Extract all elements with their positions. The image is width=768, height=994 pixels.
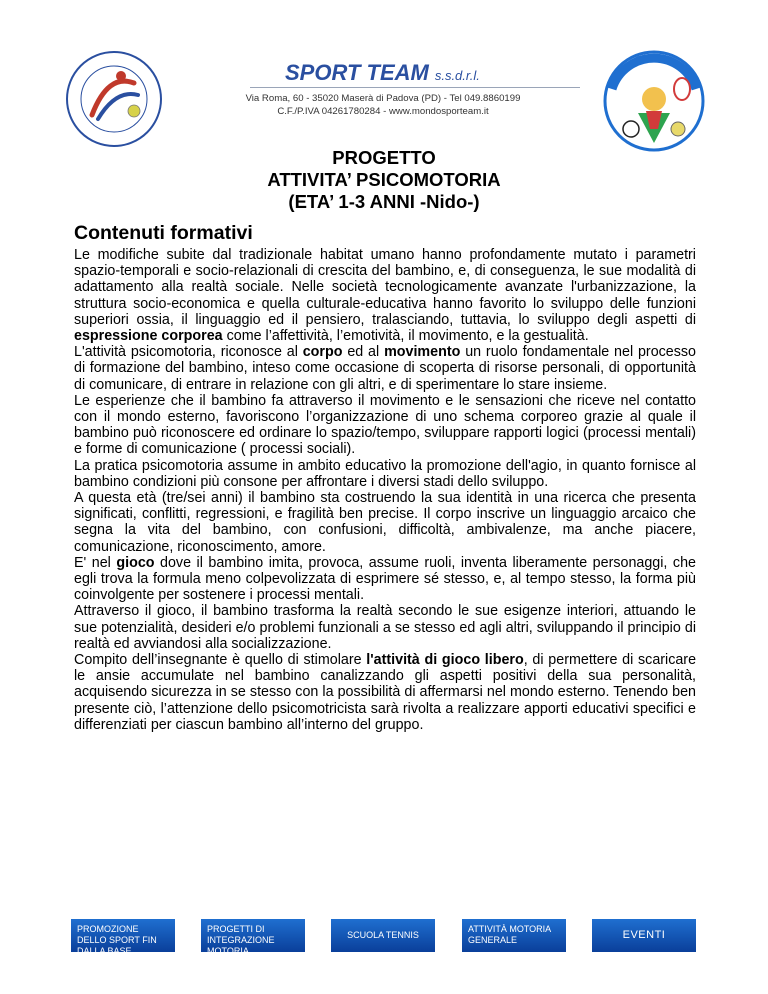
nav-progetti-integrazione-button[interactable]: PROGETTI DI INTEGRAZIONE MOTORIA [201, 919, 305, 952]
nav-promozione-sport-button[interactable]: PROMOZIONE DELLO SPORT FIN DALLA BASE [71, 919, 175, 952]
paragraph-2: L'attività psicomotoria, riconosce al corpo ed al movimento un ruolo fondamentale nel processo di formazione del bambino, inteso come occasione di scoperta di risorse personali, di opportunità di comunicare, di entrare in relazione con gli altri, e di sperimentare lo stare insieme. [74, 344, 696, 393]
paragraph-5: A questa età (tre/sei anni) il bambino sta costruendo la sua identità in una ricerca che presenta significati, conflitti, regressioni, e fragilità ben precise. Il corpo inscrive un linguaggio arcaico che segna la vita del bambino, con confusioni, difficoltà, ambivalenze, ma anche piacere, comunicazione, riconoscimento, amore. [74, 490, 696, 555]
header-divider [250, 87, 580, 88]
body-text [74, 247, 696, 733]
sport-team-mascot-logo [598, 49, 710, 153]
nav-attivita-motoria-button[interactable]: ATTIVITÀ MOTORIA GENERALE [462, 919, 566, 952]
paragraph-1: Le modifiche subite dal tradizionale habitat umano hanno profondamente mutato i parametri spazio-temporali e socio-relazionali di crescita del bambino, e, di conseguenza, le sue modalità di adattamento alla realtà sociale. Nelle società tecnologicamente avanzate l'urbanizzazione, la struttura socio-economica e quella culturale-educativa hanno favorito lo sviluppo delle funzioni superiori ossia, il linguaggio ed il pensiero, tralasciando, tuttavia, lo sviluppo degli aspetti di espressione corporea come l’affettività, l’emotività, il movimento, e la gestualità. [74, 247, 696, 345]
sport-team-tennis-logo [64, 49, 164, 149]
title-line-3: (ETA’ 1-3 ANNI -Nido-) [288, 191, 480, 212]
title-line-2: ATTIVITA’ PSICOMOTORIA [267, 169, 501, 190]
paragraph-4: La pratica psicomotoria assume in ambito educativo la promozione dell'agio, in quanto fornisce al bambino condizioni più consone per affrontare i diversi stadi dello sviluppo. [74, 457, 696, 490]
nav-eventi-button[interactable]: EVENTI [592, 919, 696, 952]
paragraph-7: Attraverso il gioco, il bambino trasforma la realtà secondo le sue esigenze interiori, attuando le sue potenzialità, desideri e/o problemi funzionali a se stesso ed agli altri, sviluppando il principio di realtà ed avviandosi alla socializzazione. [74, 603, 696, 652]
section-heading: Contenuti formativi [74, 222, 253, 244]
nav-scuola-tennis-button[interactable]: SCUOLA TENNIS [331, 919, 435, 952]
paragraph-6: E' nel gioco dove il bambino imita, provoca, assume ruoli, inventa liberamente personaggi, che egli trova la formula meno colpevolizzata di esprimere sé stesso, e, al tempo stesso, la forma più coinvolgente per sostenere i processi mentali. [74, 554, 696, 604]
company-name: SPORT TEAM s.s.d.r.l. [285, 60, 480, 85]
paragraph-3: Le esperienze che il bambino fa attraverso il movimento e le sensazioni che riceve nel contatto con il mondo esterno, favoriscono l’organizzazione di uno schema corporeo grazie al quale il bambino può riconoscere ed ordinare lo spazio/tempo, sviluppare rapporti logici (processi mentali) e forme di comunicazione ( processi sociali). [74, 392, 696, 458]
address-line-2: C.F./P.IVA 04261780284 - www.mondosporteam.it [277, 106, 489, 117]
title-line-1: PROGETTO [332, 147, 436, 168]
paragraph-8: Compito dell’insegnante è quello di stimolare l'attività di gioco libero, di permettere di scaricare le ansie accumulate nel bambino canalizzando gli aspetti positivi della sua personalità, acquisendo sicurezza in se stesso con la possibilità di affermarsi nel mondo esterno. Tenendo ben presente ciò, l’attenzione dello psicomotricista sarà rivolta a realizzare apporti educativi specifici e differenziati per ciascun bambino all’interno del gruppo. [74, 652, 697, 733]
address-line-1: Via Roma, 60 - 35020 Maserà di Padova (PD) - Tel 049.8860199 [245, 93, 521, 104]
